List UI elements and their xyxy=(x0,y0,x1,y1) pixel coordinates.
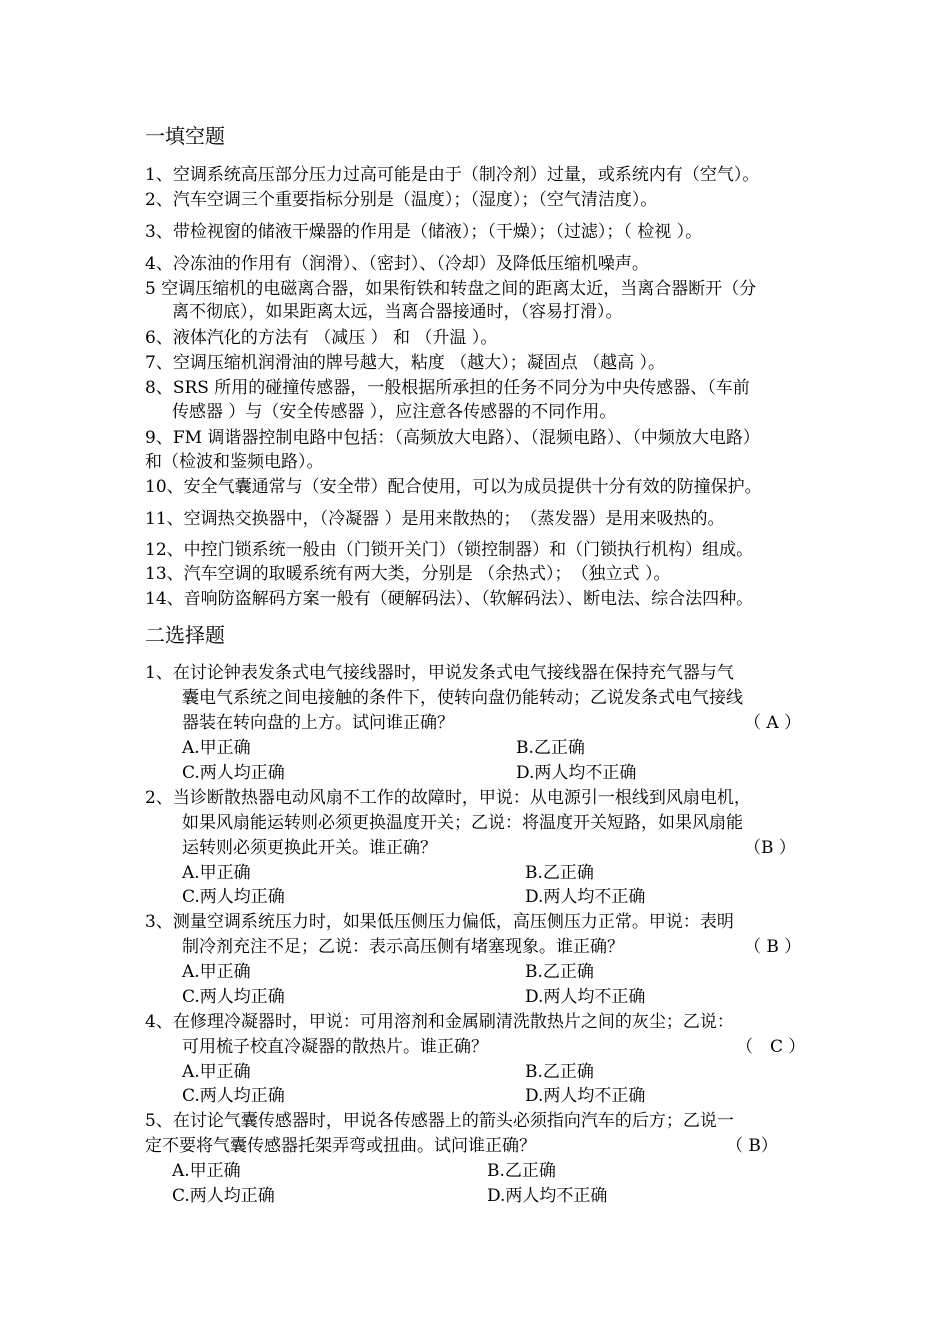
fill-item-4: 4、冷冻油的作用有（润滑）、（密封）、（冷却）及降低压缩机噪声。 xyxy=(145,254,649,274)
question-2-option-a: A.甲正确 xyxy=(182,863,251,883)
fill-item-5: 5 空调压缩机的电磁离合器，如果衔铁和转盘之间的距离太近，当离合器断开（分 xyxy=(145,279,757,299)
question-3-option-a: A.甲正确 xyxy=(182,962,251,982)
question-5-line-1: 5、在讨论气囊传感器时，甲说各传感器上的箭头必须指向汽车的后方；乙说一 xyxy=(145,1111,734,1131)
section-heading-fill-in: 一填空题 xyxy=(145,124,225,148)
question-5-answer: （ B） xyxy=(726,1136,778,1156)
question-4-option-d: D.两人均不正确 xyxy=(525,1086,646,1106)
question-3-line-1: 3、测量空调系统压力时，如果低压侧压力偏低，高压侧压力正常。甲说：表明 xyxy=(145,912,734,932)
question-5-option-c: C.两人均正确 xyxy=(172,1186,275,1206)
fill-item-2: 2、汽车空调三个重要指标分别是（温度）；（湿度）；（空气清洁度）。 xyxy=(145,190,658,210)
question-4-answer: （ C ） xyxy=(736,1037,806,1057)
question-4-line-1: 4、在修理冷凝器时，甲说：可用溶剂和金属刷清洗散热片之间的灰尘；乙说： xyxy=(145,1012,734,1032)
question-1-option-c: C.两人均正确 xyxy=(182,763,285,783)
question-3-option-d: D.两人均不正确 xyxy=(525,987,646,1007)
question-2-line-2: 如果风扇能运转则必须更换温度开关；乙说：将温度开关短路，如果风扇能 xyxy=(182,813,743,833)
fill-item-6: 6、液体汽化的方法有 （减压 ） 和 （升温 ）。 xyxy=(145,328,498,348)
question-4-option-b: B.乙正确 xyxy=(525,1062,594,1082)
question-1-line-2: 囊电气系统之间电接触的条件下，使转向盘仍能转动；乙说发条式电气接线 xyxy=(182,688,743,708)
fill-item-10: 10、安全气囊通常与（安全带）配合使用，可以为成员提供十分有效的防撞保护。 xyxy=(145,477,762,497)
question-5-option-b: B.乙正确 xyxy=(487,1161,556,1181)
fill-item-14: 14、音响防盗解码方案一般有（硬解码法）、（软解码法）、断电法、综合法四种。 xyxy=(145,589,754,609)
question-1-option-a: A.甲正确 xyxy=(182,738,251,758)
fill-item-11: 11、空调热交换器中，（冷凝器 ）是用来散热的； （蒸发器）是用来吸热的。 xyxy=(145,509,725,529)
fill-item-9: 9、FM 调谐器控制电路中包括：（高频放大电路）、（混频电路）、（中频放大电路） xyxy=(145,428,760,448)
question-2-line-1: 2、当诊断散热器电动风扇不工作的故障时，甲说：从电源引一根线到风扇电机， xyxy=(145,788,751,808)
fill-item-9-cont: 和（检波和鉴频电路）。 xyxy=(145,452,324,472)
question-2-option-b: B.乙正确 xyxy=(525,863,594,883)
question-2-line-3: 运转则必须更换此开关。谁正确？ xyxy=(182,838,437,858)
question-4-line-2: 可用梳子校直冷凝器的散热片。谁正确？ xyxy=(182,1037,488,1057)
question-4-option-a: A.甲正确 xyxy=(182,1062,251,1082)
question-5-option-a: A.甲正确 xyxy=(172,1161,241,1181)
fill-item-1: 1、空调系统高压部分压力过高可能是由于（制冷剂）过量，或系统内有（空气）。 xyxy=(145,165,760,185)
question-3-line-2: 制冷剂充注不足；乙说：表示高压侧有堵塞现象。谁正确？ xyxy=(182,937,624,957)
section-heading-multiple-choice: 二选择题 xyxy=(145,623,225,647)
question-2-answer: （B ） xyxy=(744,838,796,858)
question-5-line-2: 定不要将气囊传感器托架弄弯或扭曲。试问谁正确？ xyxy=(145,1136,536,1156)
fill-item-8: 8、SRS 所用的碰撞传感器，一般根据所承担的任务不同分为中央传感器、（车前 xyxy=(145,378,750,398)
question-1-line-1: 1、在讨论钟表发条式电气接线器时，甲说发条式电气接线器在保持充气器与气 xyxy=(145,663,734,683)
fill-item-13: 13、汽车空调的取暖系统有两大类，分别是 （余热式）； （独立式 ）。 xyxy=(145,564,671,584)
question-1-answer: （ A ） xyxy=(744,713,802,733)
question-1-line-3: 器装在转向盘的上方。试问谁正确？ xyxy=(182,713,454,733)
question-1-option-b: B.乙正确 xyxy=(516,738,585,758)
question-3-answer: （ B ） xyxy=(744,937,802,957)
question-5-option-d: D.两人均不正确 xyxy=(487,1186,608,1206)
question-1-option-d: D.两人均不正确 xyxy=(516,763,637,783)
fill-item-3: 3、带检视窗的储液干燥器的作用是（储液）；（干燥）；（过滤）；（ 检视 ）。 xyxy=(145,222,703,242)
question-3-option-c: C.两人均正确 xyxy=(182,987,285,1007)
fill-item-7: 7、空调压缩机润滑油的牌号越大，粘度 （越大）；凝固点 （越高 ）。 xyxy=(145,353,666,373)
question-2-option-d: D.两人均不正确 xyxy=(525,887,646,907)
question-2-option-c: C.两人均正确 xyxy=(182,887,285,907)
fill-item-12: 12、中控门锁系统一般由（门锁开关门）（锁控制器）和（门锁执行机构）组成。 xyxy=(145,540,754,560)
fill-item-8-cont: 传感器 ）与（安全传感器 ），应注意各传感器的不同作用。 xyxy=(172,402,617,422)
question-4-option-c: C.两人均正确 xyxy=(182,1086,285,1106)
question-3-option-b: B.乙正确 xyxy=(525,962,594,982)
fill-item-5-cont: 离不彻底），如果距离太远，当离合器接通时，（容易打滑）。 xyxy=(172,302,623,322)
